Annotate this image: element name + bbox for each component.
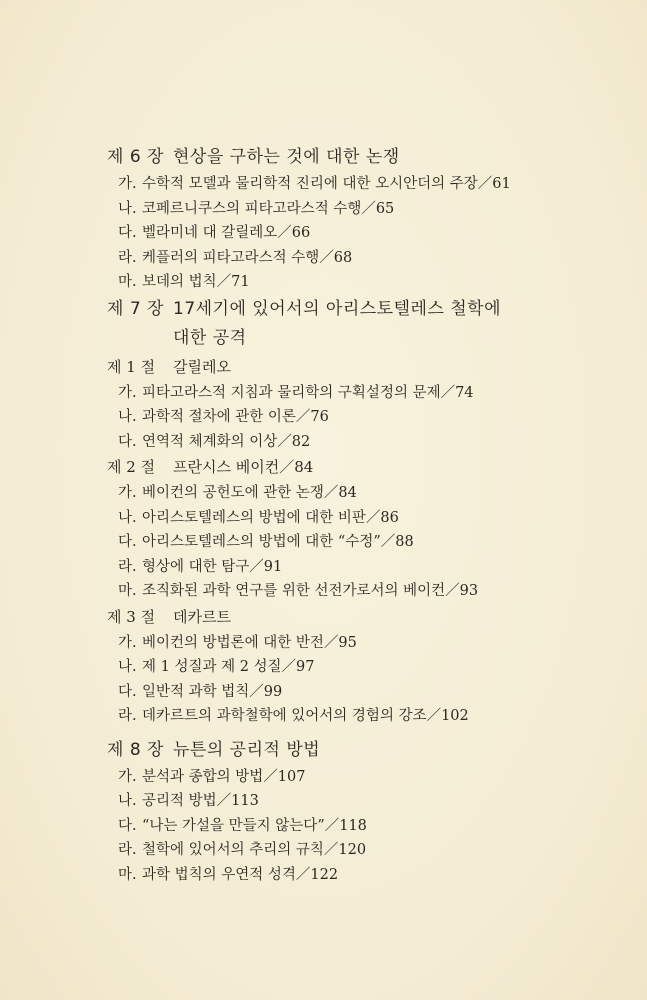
chapter-number: 제 8 장 [107, 739, 164, 760]
spacer [107, 729, 627, 736]
toc-entry [107, 197, 627, 222]
toc-entry [107, 789, 627, 814]
chapter-7-heading [107, 295, 627, 324]
entry-marker: 가. [118, 176, 137, 192]
entry-text: 피타고라스적 지침과 물리학의 구획설정의 문제／74 [142, 384, 474, 401]
section-number: 제 2 절 [107, 458, 156, 476]
toc-entry [107, 221, 627, 246]
toc-entry [107, 270, 627, 295]
entry-text: 아리스토텔레스의 방법에 대한 비판／86 [142, 509, 399, 526]
toc-entry [107, 680, 627, 705]
toc-entry [107, 430, 627, 455]
toc-entry [107, 704, 627, 729]
entry-text: 연역적 체계화의 이상／82 [142, 433, 311, 450]
chapter-number: 제 6 장 [107, 147, 164, 167]
section-3-heading [107, 604, 627, 631]
toc-entry [107, 655, 627, 680]
entry-marker: 다. [118, 225, 137, 241]
chapter-8-heading [107, 736, 627, 765]
entry-text: “나는 가설을 만들지 않는다”／118 [142, 817, 367, 834]
entry-text: 철학에 있어서의 추리의 규칙／120 [142, 842, 367, 858]
toc-entry [107, 631, 627, 656]
entry-text: 공리적 방법／113 [142, 793, 259, 809]
entry-marker: 라. [118, 842, 137, 858]
entry-text: 조직화된 과학 연구를 위한 선전가로서의 베이컨／93 [142, 583, 479, 599]
toc-entry [107, 506, 627, 531]
toc-entry [107, 246, 627, 271]
toc-entry [107, 381, 627, 406]
entry-marker: 마. [118, 866, 137, 883]
entry-marker: 가. [118, 485, 137, 501]
entry-marker: 나. [118, 659, 137, 675]
entry-text: 일반적 과학 법칙／99 [142, 683, 283, 700]
entry-marker: 나. [118, 409, 137, 425]
entry-text: 데카르트의 과학철학에 있어서의 경험의 강조／102 [142, 708, 469, 724]
section-2-heading [107, 454, 627, 481]
entry-text: 제 1 성질과 제 2 성질／97 [142, 659, 315, 675]
entry-marker: 다. [118, 534, 137, 550]
entry-marker: 라. [118, 249, 137, 266]
section-title: 갈릴레오 [173, 357, 231, 376]
chapter-title-continued: 대한 공격 [173, 327, 247, 348]
section-title: 데카르트 [173, 607, 231, 626]
section-title: 프란시스 베이컨／84 [173, 458, 314, 476]
entry-text: 베이컨의 공헌도에 관한 논쟁／84 [142, 485, 357, 501]
entry-marker: 마. [118, 583, 137, 599]
entry-marker: 가. [118, 634, 137, 651]
chapter-title: 17세기에 있어서의 아리스토텔레스 철학에 [173, 298, 502, 319]
entry-text: 케플러의 피타고라스적 수행／68 [142, 249, 353, 266]
entry-text: 베이컨의 방법론에 대한 반전／95 [142, 634, 357, 651]
entry-marker: 나. [118, 793, 137, 809]
table-of-contents [107, 143, 627, 887]
toc-entry [107, 765, 627, 790]
chapter-number: 제 7 장 [107, 298, 164, 319]
entry-marker: 가. [118, 768, 137, 785]
toc-entry [107, 405, 627, 430]
entry-marker: 라. [118, 558, 137, 575]
chapter-title: 뉴튼의 공리적 방법 [173, 739, 321, 760]
section-number: 제 1 절 [107, 357, 156, 376]
entry-text: 아리스토텔레스의 방법에 대한 “수정”／88 [142, 534, 414, 550]
entry-text: 코페르니쿠스의 피타고라스적 수행／65 [142, 200, 395, 217]
toc-entry [107, 838, 627, 863]
toc-entry [107, 481, 627, 506]
toc-entry [107, 172, 627, 197]
entry-marker: 나. [118, 200, 137, 217]
section-number: 제 3 절 [107, 607, 156, 626]
entry-text: 형상에 대한 탐구／91 [142, 558, 283, 575]
entry-marker: 다. [118, 683, 137, 700]
entry-marker: 다. [118, 817, 137, 834]
toc-entry [107, 863, 627, 888]
entry-text: 보데의 법칙／71 [142, 274, 250, 290]
entry-text: 벨라미네 대 갈릴레오／66 [142, 225, 311, 241]
entry-text: 수학적 모델과 물리학적 진리에 대한 오시안더의 주장／61 [142, 176, 511, 192]
chapter-title: 현상을 구하는 것에 대한 논쟁 [173, 147, 400, 167]
entry-marker: 라. [118, 708, 137, 724]
entry-text: 과학적 절차에 관한 이론／76 [142, 409, 329, 425]
entry-marker: 다. [118, 433, 137, 450]
entry-text: 과학 법칙의 우연적 성격／122 [142, 866, 339, 883]
entry-marker: 나. [118, 509, 137, 526]
toc-entry [107, 814, 627, 839]
chapter-6-heading [107, 143, 627, 172]
entry-marker: 가. [118, 384, 137, 401]
entry-marker: 마. [118, 274, 137, 290]
toc-entry [107, 530, 627, 555]
entry-text: 분석과 종합의 방법／107 [142, 768, 306, 785]
toc-entry [107, 555, 627, 580]
toc-entry [107, 579, 627, 604]
section-1-heading [107, 354, 627, 381]
